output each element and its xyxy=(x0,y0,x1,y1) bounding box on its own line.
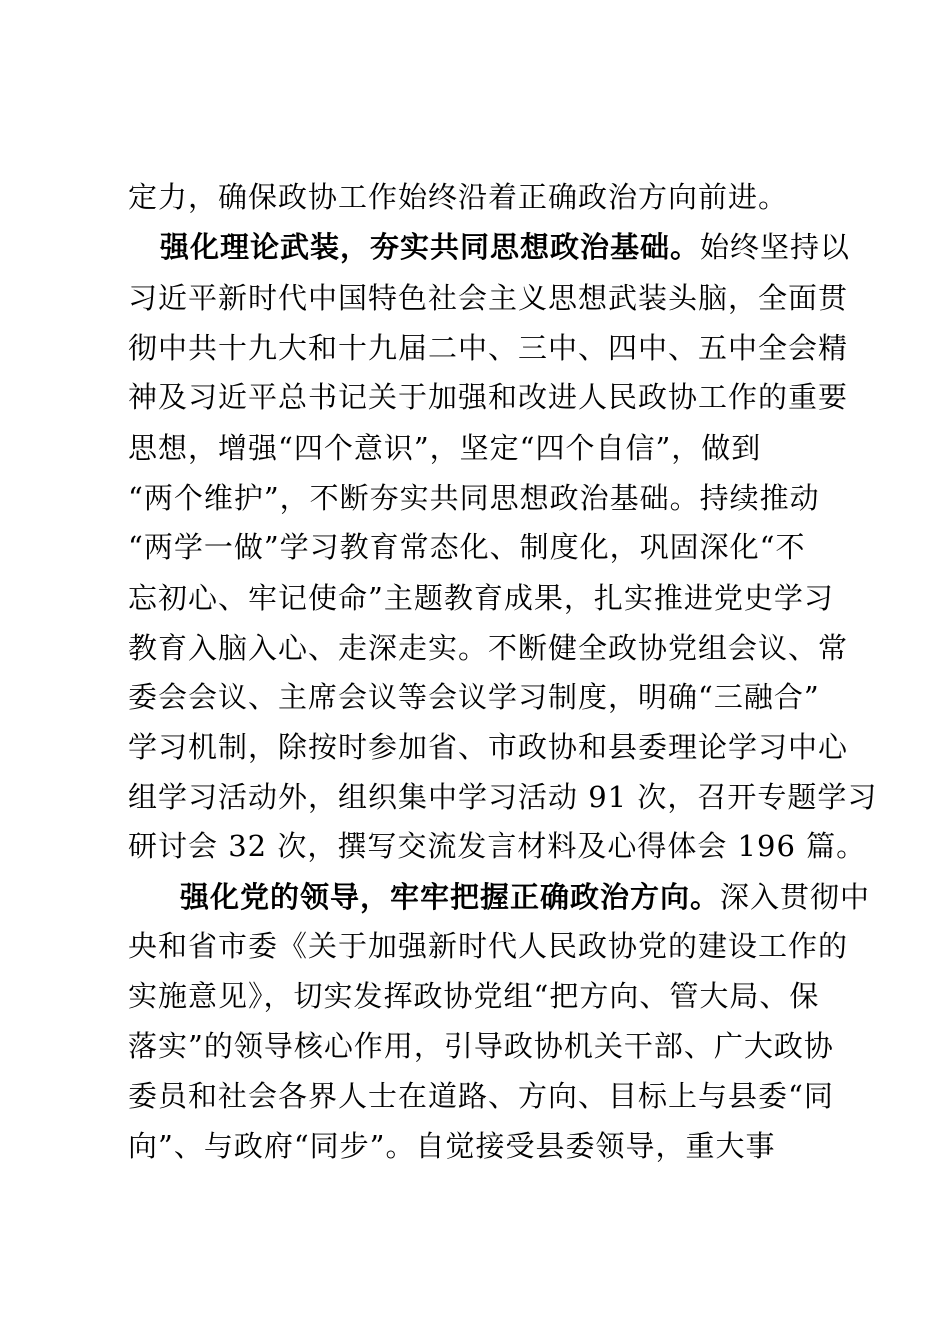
text-line-20 xyxy=(128,1126,950,1166)
line-text: 深入贯彻中 xyxy=(720,880,871,914)
text-line-1 xyxy=(128,177,950,217)
bold-heading-text: 强化党的领导，牢牢把握正确政治方向。 xyxy=(180,880,721,914)
line-text: 委员和社会各界人士在道路、方向、目标上与县委“同 xyxy=(128,1079,834,1113)
line-text: 实施意见》，切实发挥政协党组“把方向、管大局、保 xyxy=(128,979,820,1013)
line-text: 思想，增强“四个意识”，坚定“四个自信”，做到 xyxy=(128,431,762,465)
line-text: 向”、与政府“同步”。自觉接受县委领导，重大事 xyxy=(128,1129,776,1163)
line-text: 彻中共十九大和十九届二中、三中、四中、五中全会精 xyxy=(128,331,849,365)
text-line-3 xyxy=(128,278,950,318)
line-text: 神及习近平总书记关于加强和改进人民政协工作的重要 xyxy=(128,380,849,414)
line-text: “两个维护”，不断夯实共同思想政治基础。持续推动 xyxy=(128,481,820,515)
text-line-16 xyxy=(128,926,950,966)
line-text: 委会会议、主席会议等会议学习制度，明确“三融合” xyxy=(128,680,820,714)
text-line-12 xyxy=(128,727,950,767)
line-text: 始终坚持以 xyxy=(700,230,851,264)
paragraph-heading-2 xyxy=(180,877,950,917)
bold-heading-text: 强化理论武装，夯实共同思想政治基础。 xyxy=(160,230,701,264)
line-text: 忘初心、牢记使命”主题教育成果，扎实推进党史学习 xyxy=(128,581,834,615)
paragraph-heading-1 xyxy=(160,227,950,267)
line-text: 研讨会 32 次，撰写交流发言材料及心得体会 196 篇。 xyxy=(128,829,867,863)
text-line-10 xyxy=(128,628,950,668)
text-line-9 xyxy=(128,578,950,618)
text-line-19 xyxy=(128,1076,950,1116)
text-line-13 xyxy=(128,777,950,817)
line-text: “两学一做”学习教育常态化、制度化，巩固深化“不 xyxy=(128,530,806,564)
text-line-18 xyxy=(128,1026,950,1066)
text-line-7 xyxy=(128,478,950,518)
line-text: 落实”的领导核心作用，引导政协机关干部、广大政协 xyxy=(128,1029,834,1063)
text-line-4 xyxy=(128,328,950,368)
line-text: 学习机制，除按时参加省、市政协和县委理论学习中心 xyxy=(128,730,849,764)
text-line-6 xyxy=(128,428,950,468)
line-text: 央和省市委《关于加强新时代人民政协党的建设工作的 xyxy=(128,929,849,963)
text-line-8 xyxy=(128,527,950,567)
text-line-14 xyxy=(128,826,950,866)
line-text: 定力，确保政协工作始终沿着正确政治方向前进。 xyxy=(128,180,789,214)
line-text: 组学习活动外，组织集中学习活动 91 次，召开专题学习 xyxy=(128,780,878,814)
line-text: 习近平新时代中国特色社会主义思想武装头脑，全面贯 xyxy=(128,281,849,315)
text-line-5 xyxy=(128,377,950,417)
text-line-11 xyxy=(128,677,950,717)
line-text: 教育入脑入心、走深走实。不断健全政协党组会议、常 xyxy=(128,631,849,665)
text-line-17 xyxy=(128,976,950,1016)
